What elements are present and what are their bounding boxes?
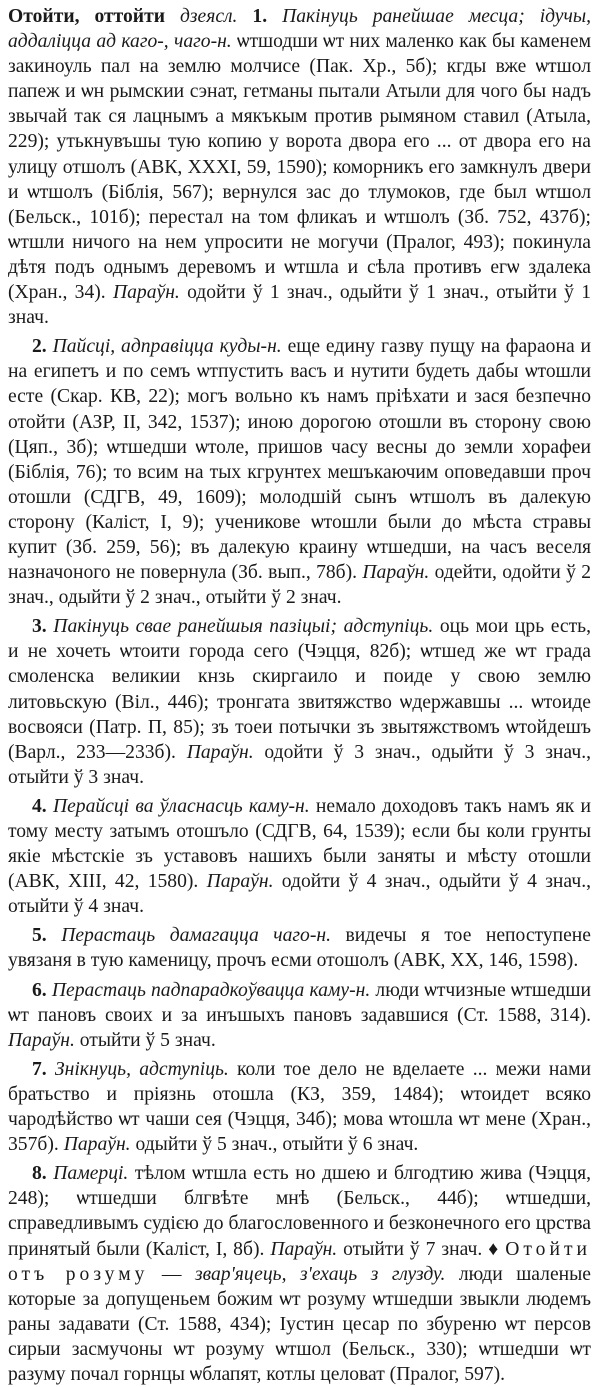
cross-ref-label: Параўн. — [8, 1029, 75, 1051]
phrase-headword: Отойти отъ розуму — [8, 1238, 592, 1285]
sense-number: 2. — [32, 336, 47, 358]
sense-citations: коли тое дело не вделаете ... межи нами братьство и пріязнь отошла (КЗ, 359, 1484); ѡтоидет всяко чародѣйство ѡт чаши сея (Чэцця, 34б); мова ѡтошла ѡт мене (Хран., 357б). — [8, 1058, 592, 1156]
part-of-speech: дзеясл. — [179, 6, 238, 27]
entry-headword: Отойти, оттойти — [8, 6, 165, 27]
cross-ref-label: Параўн. — [270, 1238, 338, 1260]
sense-number: 3. — [32, 616, 47, 638]
sense-citations: немало доходовъ такъ намъ як и тому месту затымъ отошъло (СДГВ, 64, 1539); если бы коли грунты якіе мѣстскіе зъ уставовъ нашихъ были заняты и мѣсту отошли (АВК, XIII, 42, 1580). — [8, 795, 592, 893]
diamond-icon: ♦ — [488, 1238, 500, 1260]
cross-ref-label: Параўн. — [186, 741, 254, 763]
sense-variants: отыйти ў 7 знач. — [343, 1238, 483, 1260]
sense-gloss: Перайсці ва ўласнасць каму-н. — [52, 795, 310, 817]
sense-6 — [8, 978, 591, 1053]
sense-citations: оць мои црь есть, и не хочеть ѡтоити города сего (Чэцця, 82б); ѡтшед же ѡт града смоленска великии кнзь скиргаило и поиде у свою землю литовьскую (Віл., 446); тронгата звитяжство ѡдержавшы ... ѡтоиде восвояси (Патр. П, 85); зъ тоеи потычки зъ звытяжствомъ ѡтойдешъ (Варл., 233—233б). — [8, 616, 591, 763]
sense-gloss: Перастаць дамагацца чаго-н. — [61, 925, 331, 947]
sense-gloss: Пакінуць свае ранейшыя пазіцыі; адступіць. — [53, 616, 434, 638]
sense-7 — [8, 1057, 591, 1157]
cross-ref-label: Параўн. — [63, 1134, 131, 1156]
sense-citations: люди ѡтчизные ѡтшедши ѡт пановъ своих и за инъшыхъ пановъ задавшися (Ст. 1588, 314). — [8, 979, 591, 1026]
sense-number: 6. — [32, 979, 47, 1001]
phrase-gloss: звар'яцець, з'ехаць з глузду. — [194, 1263, 446, 1285]
sense-citations: тѣлом ѡтшла есть но дшею и блгодтию жива (Чэцця, 248); ѡтшедши блгвѣте мнѣ (Бельск., 44б); ѡтшедши, справедливымъ судією до благословенного и безконечного его црства принятый были (Каліст, I, 8б). — [8, 1163, 591, 1260]
sense-3 — [8, 614, 591, 790]
sense-number: 4. — [32, 795, 47, 817]
sense-gloss: Пакінуць ранейшае месца; ідучы, аддаліцца ад каго-, чаго-н. — [8, 6, 591, 53]
sense-variants: одейти, одойти ў 2 знач., одыйти ў 2 знач., отыйти ў 2 знач. — [8, 562, 592, 609]
sense-variants: отыйти ў 5 знач. — [79, 1029, 216, 1051]
sense-5 — [8, 923, 591, 973]
sense-4 — [8, 794, 591, 919]
cross-ref-label: Параўн. — [206, 871, 274, 893]
sense-citations: ѡтшодши ѡт них маленко как бы каменем закиноуль пал на землю молчисе (Пак. Хр., 5б); кгды вже ѡтшол папеж и ѡн рымскии сэнат, гетманы пытали Атыли для чого бы надъ звычай так ся лацнымъ а мякъкым против рымяном ставил (Атыла, 229); утькнувъшы тую копию у ворота двора его ... от двора его на улицу отшолъ (АВК, XXXI, 59, 1590); коморникъ его замкнулъ двери и ѡтшолъ (Біблія, 567); вернулся зас до тлумоков, где был ѡтшол (Бельск., 101б); перестал на том фликаъ и ѡтшолъ (Зб. 752, 437б); ѡтшли ничого на нем упросити не могучи (Пралог, 493); покинула дѣтя подъ однымъ деревомъ и ѡтшла и сѣла противъ егѡ здалека (Хран., 34). — [8, 31, 591, 304]
sense-gloss: Перастаць падпарадкоўвацца каму-н. — [51, 979, 371, 1001]
sense-number: 8. — [32, 1163, 47, 1185]
sense-8: 8. Памерці. тѣлом ѡтшла есть но дшею и блгодтию жива (Чэцця, 248); ѡтшедши блгвѣте мнѣ (Бельск., 44б); ѡтшедши, справедливымъ судією до благословенного и безконечного его црства принятый были (Каліст, I, 8б). Параўн. отыйти ў 7 знач. ♦ Отойти отъ розуму — звар'яцець, з'ехаць з глузду. люди шаленые которые за допущеньем божим ѡт розуму ѡтшедши звыкли людемъ раны задавати (Ст. 1588, 434); Іустин цесар по збуреню ѡт персов сирыи засмучоны ѡт розуму ѡтшол (Бельск., 330); ѡтшедши ѡт разуму почал горнцы ѡблапят, котлы целоват (Пралог, 597). — [8, 1163, 592, 1385]
sense-variants: одойти ў 4 знач., одыйти ў 4 знач., отыйти ў 4 знач. — [8, 871, 591, 918]
cross-ref-label: Параўн. — [112, 282, 180, 304]
sense-number: 1. — [252, 6, 268, 27]
sense-number: 7. — [32, 1058, 47, 1080]
sense-number: 5. — [32, 925, 47, 947]
sense-gloss: Пайсці, адправіцца куды-н. — [52, 336, 282, 358]
sense-variants: одойти ў 1 знач., одыйти ў 1 знач., отыйти ў 1 знач. — [8, 282, 592, 329]
sense-gloss: Памерці. — [53, 1163, 129, 1185]
sense-citations: видечы я тое непоступене увязаня в тую каменицу, прочъ есми отошолъ (АВК, XX, 146, 1598). — [8, 925, 591, 972]
sense-citations: еще едину газву пущу на фараона и на египетъ и по семъ ѡтпустить васъ и нутити будеть дабы ѡтошли есте (Скар. КВ, 22); могъ вольно къ намъ пріѣхати и зася безпечно отойти (АЗР, II, 342, 1537); иною дорогою отошли въ сторону свою (Цяп., 3б); ѡтшедши ѡтоле, пришов часу весны до земли хорафеи (Біблія, 76); то всим на тых кгрунтех мешъкаючим оповедавши проч отошли (СДГВ, 49, 1609); молодшій сынъ ѡтшолъ въ далекую сторону (Каліст, I, 9); ученикове ѡтошли были до мѣста стравы купит (Зб. 259, 56); въ далекую краину ѡтшедши, на часъ веселя назначоного не повернула (Зб. вып., 78б). — [8, 336, 591, 584]
sense-variants: одойти ў 3 знач., одыйти ў 3 знач., отыйти ў 3 знач. — [8, 741, 591, 788]
sense-1 — [8, 4, 591, 330]
phrase-citations: люди шаленые которые за допущеньем божим ѡт розуму ѡтшедши звыкли людемъ раны задавати (Ст. 1588, 434); Іустин цесар по збуреню ѡт персов сирыи засмучоны ѡт розуму ѡтшол (Бельск., 330); ѡтшедши ѡт разуму почал горнцы ѡблапят, котлы целоват (Пралог, 597). — [8, 1263, 591, 1385]
cross-ref-label: Параўн. — [362, 562, 430, 584]
dictionary-entry — [8, 4, 591, 1387]
sense-gloss: Знікнуць, адступіць. — [54, 1058, 229, 1080]
sense-2 — [8, 334, 591, 610]
sense-variants: одыйти ў 5 знач., отыйти ў 6 знач. — [135, 1134, 419, 1156]
